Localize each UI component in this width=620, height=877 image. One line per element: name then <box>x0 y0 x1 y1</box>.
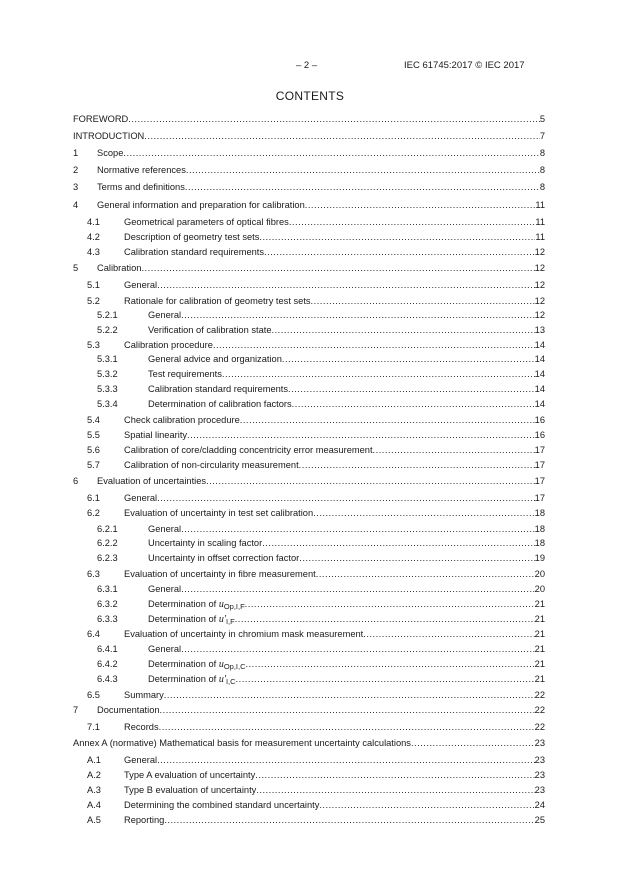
toc-entry-title: Type A evaluation of uncertainty <box>124 770 256 780</box>
toc-entry-page: 17 <box>534 493 545 503</box>
dot-leader <box>272 324 535 337</box>
toc-entry-number: 5.2 <box>87 296 100 306</box>
toc-entry[interactable] <box>73 523 545 536</box>
toc-entry-page: 21 <box>534 614 545 624</box>
toc-entry[interactable] <box>73 643 545 656</box>
toc-entry-title: Documentation <box>97 705 160 715</box>
toc-entry-number: 2 <box>73 165 79 175</box>
dot-leader <box>213 339 535 352</box>
dot-leader <box>160 704 535 717</box>
dot-leader <box>373 444 535 457</box>
toc-entry-page: 12 <box>534 310 545 320</box>
toc-entry-number: 5 <box>73 263 79 273</box>
toc-entry-number: 4.1 <box>87 217 100 227</box>
toc-entry-page: 5 <box>539 114 545 124</box>
toc-entry-page: 20 <box>534 569 545 579</box>
toc-entry-title: Determination of calibration factors <box>148 399 292 409</box>
toc-entry-title: General information and preparation for calibration <box>97 200 305 210</box>
toc-entry-number: A.3 <box>87 785 101 795</box>
uncertainty-symbol: u <box>218 659 224 670</box>
toc-entry-page: 12 <box>534 296 545 306</box>
dot-leader <box>164 814 534 827</box>
dot-leader <box>164 689 535 702</box>
toc-entry-title: Evaluation of uncertainty in test set calibration <box>124 508 314 518</box>
toc-entry-number: 5.3.4 <box>97 399 118 409</box>
dot-leader <box>181 523 535 536</box>
toc-entry[interactable] <box>73 598 545 611</box>
dot-leader <box>186 164 540 177</box>
toc-entry-title: Determination of $u_{Op,I,F}$ <box>148 599 245 611</box>
toc-entry-title: General <box>148 644 182 654</box>
dot-leader <box>316 568 535 581</box>
toc-entry-page: 11 <box>535 217 545 227</box>
dot-leader <box>292 398 535 411</box>
toc-entry-number: 4.2 <box>87 232 100 242</box>
toc-entry-number: 5.7 <box>87 460 100 470</box>
toc-entry-page: 22 <box>534 705 545 715</box>
toc-entry-page: 14 <box>534 384 545 394</box>
toc-entry-number: A.4 <box>87 800 101 810</box>
toc-entry-number: 5.6 <box>87 445 100 455</box>
toc-entry[interactable] <box>73 339 545 352</box>
toc-entry[interactable] <box>73 507 545 520</box>
dot-leader <box>185 181 540 194</box>
dot-leader <box>289 216 536 229</box>
dot-leader <box>264 246 535 259</box>
toc-entry-title: Calibration procedure <box>124 340 213 350</box>
toc-entry[interactable] <box>73 628 545 641</box>
toc-entry-title: Determination of $u'_{I,C}$ <box>148 674 236 686</box>
toc-entry-number: 6.4.3 <box>97 674 118 684</box>
toc-entry-number: 6.3.1 <box>97 584 118 594</box>
toc-entry[interactable] <box>73 754 545 767</box>
toc-entry-title: Evaluation of uncertainty in chromium mask measurement <box>124 629 364 639</box>
contents-title: CONTENTS <box>275 89 345 103</box>
toc-entry-title: Determining the combined standard uncertainty <box>124 800 320 810</box>
toc-entry-number: 4.3 <box>87 247 100 257</box>
toc-entry-page: 22 <box>534 722 545 732</box>
toc-entry[interactable] <box>73 583 545 596</box>
toc-entry[interactable] <box>73 216 545 229</box>
uncertainty-symbol: u' <box>218 614 226 625</box>
uncertainty-subscript: I,C <box>225 677 236 686</box>
dot-leader <box>288 383 535 396</box>
dot-leader <box>363 628 534 641</box>
dot-leader <box>144 130 540 143</box>
toc-entry[interactable] <box>73 537 545 550</box>
toc-entry-title: General <box>124 755 158 765</box>
dot-leader <box>240 414 535 427</box>
toc-entry-page: 8 <box>539 182 545 192</box>
dot-leader <box>319 799 534 812</box>
toc-entry[interactable] <box>73 147 545 160</box>
toc-entry[interactable] <box>73 164 545 177</box>
toc-entry-title: General <box>148 584 182 594</box>
toc-entry-title: Evaluation of uncertainties <box>97 476 207 486</box>
toc-entry-number: 6.3 <box>87 569 100 579</box>
toc-entry-page: 24 <box>534 800 545 810</box>
dot-leader <box>299 552 534 565</box>
toc-entry[interactable] <box>73 568 545 581</box>
toc-entry-number: 5.3.2 <box>97 369 118 379</box>
toc-entry-number: 6.2.3 <box>97 553 118 563</box>
toc-entry-number: 6.4.2 <box>97 659 118 669</box>
toc-entry-number: 1 <box>73 148 79 158</box>
toc-entry-number: 6.3.2 <box>97 599 118 609</box>
toc-entry-number: 6.2 <box>87 508 100 518</box>
toc-entry-page: 14 <box>534 354 545 364</box>
toc-entry[interactable] <box>73 113 545 126</box>
toc-entry-page: 11 <box>535 232 545 242</box>
toc-entry-page: 17 <box>534 445 545 455</box>
toc-entry-page: 17 <box>534 460 545 470</box>
toc-entry-page: 21 <box>534 629 545 639</box>
toc-entry-number: 5.5 <box>87 430 100 440</box>
toc-entry[interactable] <box>73 231 545 244</box>
toc-entry[interactable] <box>73 324 545 337</box>
toc-entry-page: 16 <box>534 415 545 425</box>
toc-entry-page: 8 <box>539 148 545 158</box>
toc-entry-page: 21 <box>534 644 545 654</box>
toc-entry-page: 18 <box>534 524 545 534</box>
toc-entry[interactable] <box>73 673 545 686</box>
toc-entry-page: 14 <box>534 369 545 379</box>
toc-entry[interactable] <box>73 429 545 442</box>
toc-entry-title: Test requirements <box>148 369 222 379</box>
dot-leader <box>181 309 535 322</box>
toc-entry-title: Annex A (normative) Mathematical basis for measurement uncertainty calculations <box>73 738 411 748</box>
toc-entry-title: Determination of $u'_{I,F}$ <box>148 614 235 626</box>
toc-entry-title: Check calibration procedure <box>124 415 240 425</box>
toc-entry-title: Rationale for calibration of geometry test sets <box>124 296 311 306</box>
toc-entry[interactable] <box>73 444 545 457</box>
dot-leader <box>206 475 535 488</box>
toc-entry[interactable] <box>73 737 545 750</box>
toc-entry[interactable] <box>73 459 545 472</box>
toc-entry-page: 21 <box>534 659 545 669</box>
toc-entry-number: 7 <box>73 705 79 715</box>
toc-entry-page: 7 <box>539 131 545 141</box>
dot-leader <box>311 295 535 308</box>
dot-leader <box>187 429 535 442</box>
toc-entry-title: INTRODUCTION <box>73 131 145 141</box>
toc-entry-number: 6.1 <box>87 493 100 503</box>
dot-leader <box>181 583 535 596</box>
toc-entry-page: 20 <box>534 584 545 594</box>
dot-leader <box>159 721 535 734</box>
toc-entry-title: General <box>148 310 182 320</box>
dot-leader <box>411 737 535 750</box>
toc-entry[interactable] <box>73 552 545 565</box>
toc-entry-page: 14 <box>534 399 545 409</box>
toc-entry-number: 5.3.3 <box>97 384 118 394</box>
standard-reference: IEC 61745:2017 © IEC 2017 <box>404 60 525 71</box>
toc-entry-page: 12 <box>534 247 545 257</box>
dot-leader <box>255 769 534 782</box>
toc-entry-number: 5.2.1 <box>97 310 118 320</box>
toc-entry[interactable] <box>73 704 545 717</box>
toc-entry[interactable] <box>73 353 545 366</box>
toc-entry-page: 22 <box>534 690 545 700</box>
dot-leader <box>235 613 535 626</box>
toc-entry-number: A.5 <box>87 815 101 825</box>
toc-entry[interactable] <box>73 246 545 259</box>
toc-entry-title: General <box>148 524 182 534</box>
dot-leader <box>245 598 535 611</box>
toc-entry-page: 23 <box>534 785 545 795</box>
toc-entry-page: 18 <box>534 508 545 518</box>
toc-entry-number: 6.4.1 <box>97 644 118 654</box>
dot-leader <box>141 262 534 275</box>
toc-entry[interactable] <box>73 279 545 292</box>
toc-entry-number: 5.2.2 <box>97 325 118 335</box>
toc-entry-title: Terms and definitions <box>97 182 185 192</box>
toc-entry[interactable] <box>73 262 545 275</box>
toc-entry-title: Type B evaluation of uncertainty <box>124 785 257 795</box>
dot-leader <box>222 368 535 381</box>
toc-entry-title: Calibration standard requirements <box>148 384 289 394</box>
toc-entry-page: 14 <box>534 340 545 350</box>
toc-entry-title: Summary <box>124 690 164 700</box>
toc-entry[interactable] <box>73 799 545 812</box>
uncertainty-subscript: Op,I,F <box>223 602 245 611</box>
toc-entry-title: Verification of calibration state <box>148 325 272 335</box>
toc-entry[interactable] <box>73 398 545 411</box>
toc-entry-number: A.1 <box>87 755 101 765</box>
toc-entry-number: 3 <box>73 182 79 192</box>
toc-entry[interactable] <box>73 613 545 626</box>
toc-entry-title: Spatial linearity <box>124 430 188 440</box>
uncertainty-symbol: u <box>218 599 224 610</box>
dot-leader <box>262 537 534 550</box>
dot-leader <box>313 507 535 520</box>
toc-entry-number: 4 <box>73 200 79 210</box>
toc-entry-title: Calibration <box>97 263 142 273</box>
dot-leader <box>246 658 535 671</box>
toc-entry-number: 6.2.2 <box>97 538 118 548</box>
toc-entry-page: 23 <box>534 755 545 765</box>
toc-entry-title: Description of geometry test sets <box>124 232 260 242</box>
dot-leader <box>299 459 535 472</box>
toc-entry[interactable] <box>73 368 545 381</box>
toc-entry-number: 6 <box>73 476 79 486</box>
toc-entry[interactable] <box>73 475 545 488</box>
toc-entry-title: Records <box>124 722 159 732</box>
toc-entry-title: Uncertainty in offset correction factor <box>148 553 300 563</box>
toc-entry-number: 6.2.1 <box>97 524 118 534</box>
toc-entry-page: 21 <box>534 674 545 684</box>
dot-leader <box>157 492 535 505</box>
toc-entry-title: Geometrical parameters of optical fibres <box>124 217 289 227</box>
toc-entry-page: 12 <box>534 263 545 273</box>
toc-entry-page: 23 <box>534 770 545 780</box>
toc-entry[interactable] <box>73 769 545 782</box>
toc-entry[interactable] <box>73 689 545 702</box>
toc-entry-page: 16 <box>534 430 545 440</box>
toc-entry-page: 17 <box>534 476 545 486</box>
toc-entry-title: Calibration of non-circularity measurement <box>124 460 299 470</box>
dot-leader <box>282 353 535 366</box>
toc-entry-title: Calibration of core/cladding concentricity error measurement <box>124 445 373 455</box>
toc-entry-number: 6.5 <box>87 690 100 700</box>
dot-leader <box>157 279 535 292</box>
toc-entry-title: Reporting <box>124 815 165 825</box>
toc-entry-title: General <box>124 493 158 503</box>
toc-entry-title: General advice and organization <box>148 354 282 364</box>
dot-leader <box>128 113 540 126</box>
dot-leader <box>157 754 535 767</box>
toc-entry-page: 21 <box>534 599 545 609</box>
toc-entry[interactable] <box>73 814 545 827</box>
toc-entry-title: Uncertainty in scaling factor <box>148 538 263 548</box>
toc-entry[interactable] <box>73 130 545 143</box>
toc-entry[interactable] <box>73 721 545 734</box>
toc-entry-number: 6.3.3 <box>97 614 118 624</box>
toc-entry-page: 23 <box>534 738 545 748</box>
uncertainty-symbol: u' <box>218 674 226 685</box>
uncertainty-subscript: I,F <box>225 617 235 626</box>
toc-entry-title: Normative references <box>97 165 186 175</box>
toc-entry[interactable] <box>73 658 545 671</box>
toc-entry-title: Calibration standard requirements <box>124 247 265 257</box>
toc-entry-number: 6.4 <box>87 629 100 639</box>
uncertainty-subscript: Op,I,C <box>223 662 246 671</box>
toc-entry-number: 5.3 <box>87 340 100 350</box>
toc-entry[interactable] <box>73 784 545 797</box>
toc-entry[interactable] <box>73 414 545 427</box>
toc-entry-number: 5.1 <box>87 280 100 290</box>
toc-entry[interactable] <box>73 383 545 396</box>
toc-entry-page: 19 <box>534 553 545 563</box>
toc-entry-page: 18 <box>534 538 545 548</box>
toc-entry[interactable] <box>73 492 545 505</box>
toc-entry-title: General <box>124 280 158 290</box>
toc-entry-page: 8 <box>539 165 545 175</box>
toc-entry[interactable] <box>73 295 545 308</box>
toc-entry[interactable] <box>73 199 545 212</box>
toc-entry-number: 7.1 <box>87 722 100 732</box>
dot-leader <box>256 784 534 797</box>
toc-entry-page: 12 <box>534 280 545 290</box>
toc-entry-number: A.2 <box>87 770 101 780</box>
page-number: – 2 – <box>296 60 318 71</box>
dot-leader <box>305 199 536 212</box>
toc-entry-page: 11 <box>535 200 545 210</box>
dot-leader <box>236 673 535 686</box>
toc-entry-page: 13 <box>534 325 545 335</box>
toc-entry-number: 5.4 <box>87 415 100 425</box>
toc-entry-page: 25 <box>534 815 545 825</box>
toc-entry[interactable] <box>73 309 545 322</box>
toc-entry-title: FOREWORD <box>73 114 129 124</box>
toc-entry[interactable] <box>73 181 545 194</box>
toc-entry-number: 5.3.1 <box>97 354 118 364</box>
toc-entry-title: Evaluation of uncertainty in fibre measurement <box>124 569 316 579</box>
dot-leader <box>181 643 535 656</box>
toc-entry-title: Scope <box>97 148 124 158</box>
dot-leader <box>259 231 535 244</box>
dot-leader <box>123 147 539 160</box>
toc-entry-title: Determination of $u_{Op,I,C}$ <box>148 659 246 671</box>
